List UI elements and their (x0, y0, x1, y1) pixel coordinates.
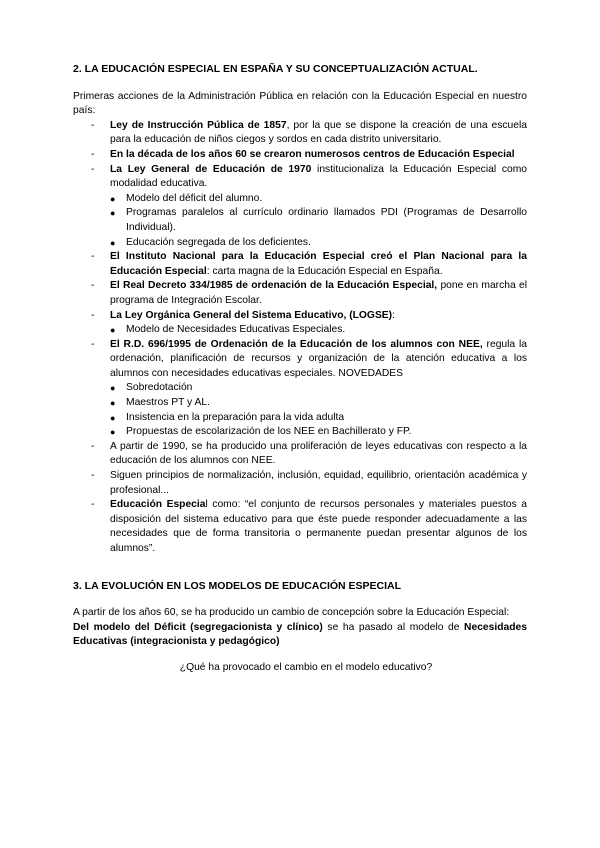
bullet-marker: ● (110, 208, 116, 219)
sublist-item (108, 206, 527, 235)
sublist-item-text: Maestros PT y AL. (126, 397, 210, 409)
item-text: institucionaliza la Educación Especial como modalidad educativa. (110, 163, 528, 190)
dash-marker: - (91, 251, 95, 263)
item-bold-text: El Real Decreto 334/1985 de ordenación de la Educación Especial, (110, 280, 438, 292)
section-2-list-cont-3 (73, 440, 527, 557)
bullet-marker: ● (110, 412, 116, 423)
sublist-item-text: Modelo de Necesidades Educativas Especiales. (126, 324, 346, 336)
dash-marker: - (91, 499, 95, 511)
sublist-item (108, 381, 527, 396)
sublist-item (108, 236, 527, 251)
section-3-question: ¿Qué ha provocado el cambio en el modelo educativo? (179, 661, 433, 673)
logse-sublist (73, 323, 527, 338)
item-bold-text: El R.D. 696/1995 de Ordenación de la Educación de los alumnos con NEE, (110, 338, 483, 350)
dash-marker: - (91, 280, 95, 292)
list-item-ley-1857 (73, 119, 527, 148)
sublist-item-text: Insistencia en la preparación para la vida adulta (126, 411, 345, 423)
section-3-models (73, 621, 527, 650)
item-bold-text: El Instituto Nacional para la Educación Especial creó el Plan Nacional para la Educación Especial (110, 251, 527, 277)
list-item-real-decreto-1985 (73, 279, 527, 308)
sublist-item-text: Propuestas de escolarización de los NEE en Bachillerato y FP. (126, 426, 412, 438)
sublist-item (108, 411, 527, 426)
item-bold-text: En la década de los años 60 se crearon numerosos centros de Educación Especial (110, 148, 515, 160)
model-mid: se ha pasado al modelo de (322, 621, 465, 633)
sublist-item-text: Programas paralelos al currículo ordinario llamados PDI (Programas de Desarrollo Individual). (126, 207, 527, 233)
sublist-item (108, 323, 527, 338)
dash-marker: - (91, 338, 95, 350)
list-item-decada-60 (73, 148, 527, 163)
section-2-list (73, 119, 527, 192)
item-text: : carta magna de la Educación Especial en España. (206, 265, 443, 277)
sublist-item (108, 396, 527, 411)
ley-1970-sublist (73, 192, 527, 250)
list-item-principios (73, 469, 527, 498)
dash-marker: - (91, 163, 95, 175)
sublist-item (108, 192, 527, 207)
bullet-marker: ● (110, 398, 116, 409)
section-3-heading: 3. LA EVOLUCIÓN EN LOS MODELOS DE EDUCACIÓN ESPECIAL (73, 579, 402, 592)
dash-marker: - (91, 148, 95, 160)
item-text: A partir de 1990, se ha producido una proliferación de leyes educativas con respecto a la educación de los alumnos con NEE. (110, 440, 527, 467)
list-item-rd-1995 (73, 338, 527, 382)
dash-marker: - (91, 470, 95, 482)
bullet-marker: ● (110, 237, 116, 248)
dash-marker: - (91, 440, 95, 452)
sublist-item-text: Modelo del déficit del alumno. (126, 192, 263, 204)
item-text: , por la que se dispone la creación de una escuela para la educación de niños ciegos y sordos en cada distrito universitario. (110, 119, 527, 146)
sublist-item (108, 425, 527, 440)
dash-marker: - (91, 309, 95, 321)
section-2-list-cont-2 (73, 338, 527, 382)
list-item-definicion (73, 498, 527, 556)
sublist-item-text: Educación segregada de los deficientes. (126, 236, 311, 248)
rd-1995-sublist (73, 381, 527, 439)
model-to: Necesidades Educativas (integracionista y pedagógico) (73, 621, 528, 648)
list-item-logse (73, 309, 527, 324)
list-item-instituto-nacional (73, 250, 527, 279)
item-text: regula la ordenación, planificación de recursos y organización de la atención educativa a los alumnos con necesidades educativas especiales. NOVEDADES (110, 338, 527, 379)
document-content (73, 62, 527, 676)
dash-marker: - (91, 119, 95, 131)
item-text: : (392, 309, 395, 321)
item-bold-text: Educación Especia (110, 499, 206, 511)
list-item-1990 (73, 440, 527, 469)
bullet-marker: ● (110, 383, 116, 394)
section-2-list-cont (73, 250, 527, 323)
item-text: Siguen principios de normalización, inclusión, equidad, equilibrio, orientación académica y profesional... (110, 470, 527, 496)
section-2-heading: 2. LA EDUCACIÓN ESPECIAL EN ESPAÑA Y SU CONCEPTUALIZACIÓN ACTUAL. (73, 63, 478, 75)
item-bold-text: Ley de Instrucción Pública de 1857 (110, 119, 287, 131)
item-bold-text: La Ley Orgánica General del Sistema Educativo, (LOGSE) (110, 309, 393, 321)
bullet-marker: ● (110, 325, 116, 336)
item-bold-text: La Ley General de Educación de 1970 (110, 163, 312, 175)
bullet-marker: ● (110, 427, 116, 438)
section-3-intro: A partir de los años 60, se ha producido un cambio de concepción sobre la Educación Especial: (73, 607, 510, 619)
bullet-marker: ● (110, 193, 116, 204)
model-from: Del modelo del Déficit (segregacionista y clínico) (73, 621, 323, 633)
item-text: l como: “el conjunto de recursos personales y materiales puestos a disposición del sistema educativo para que éste puede responder adecuadamente a las necesidades que de forma transitoria o permanente puedan presentar algunos de los alumnos”. (110, 499, 527, 554)
sublist-item-text: Sobredotación (126, 382, 193, 394)
section-2-intro: Primeras acciones de la Administración Pública en relación con la Educación Especial en nuestro país: (73, 90, 527, 117)
list-item-ley-1970 (73, 163, 527, 192)
item-text: pone en marcha el programa de Integración Escolar. (110, 280, 527, 306)
